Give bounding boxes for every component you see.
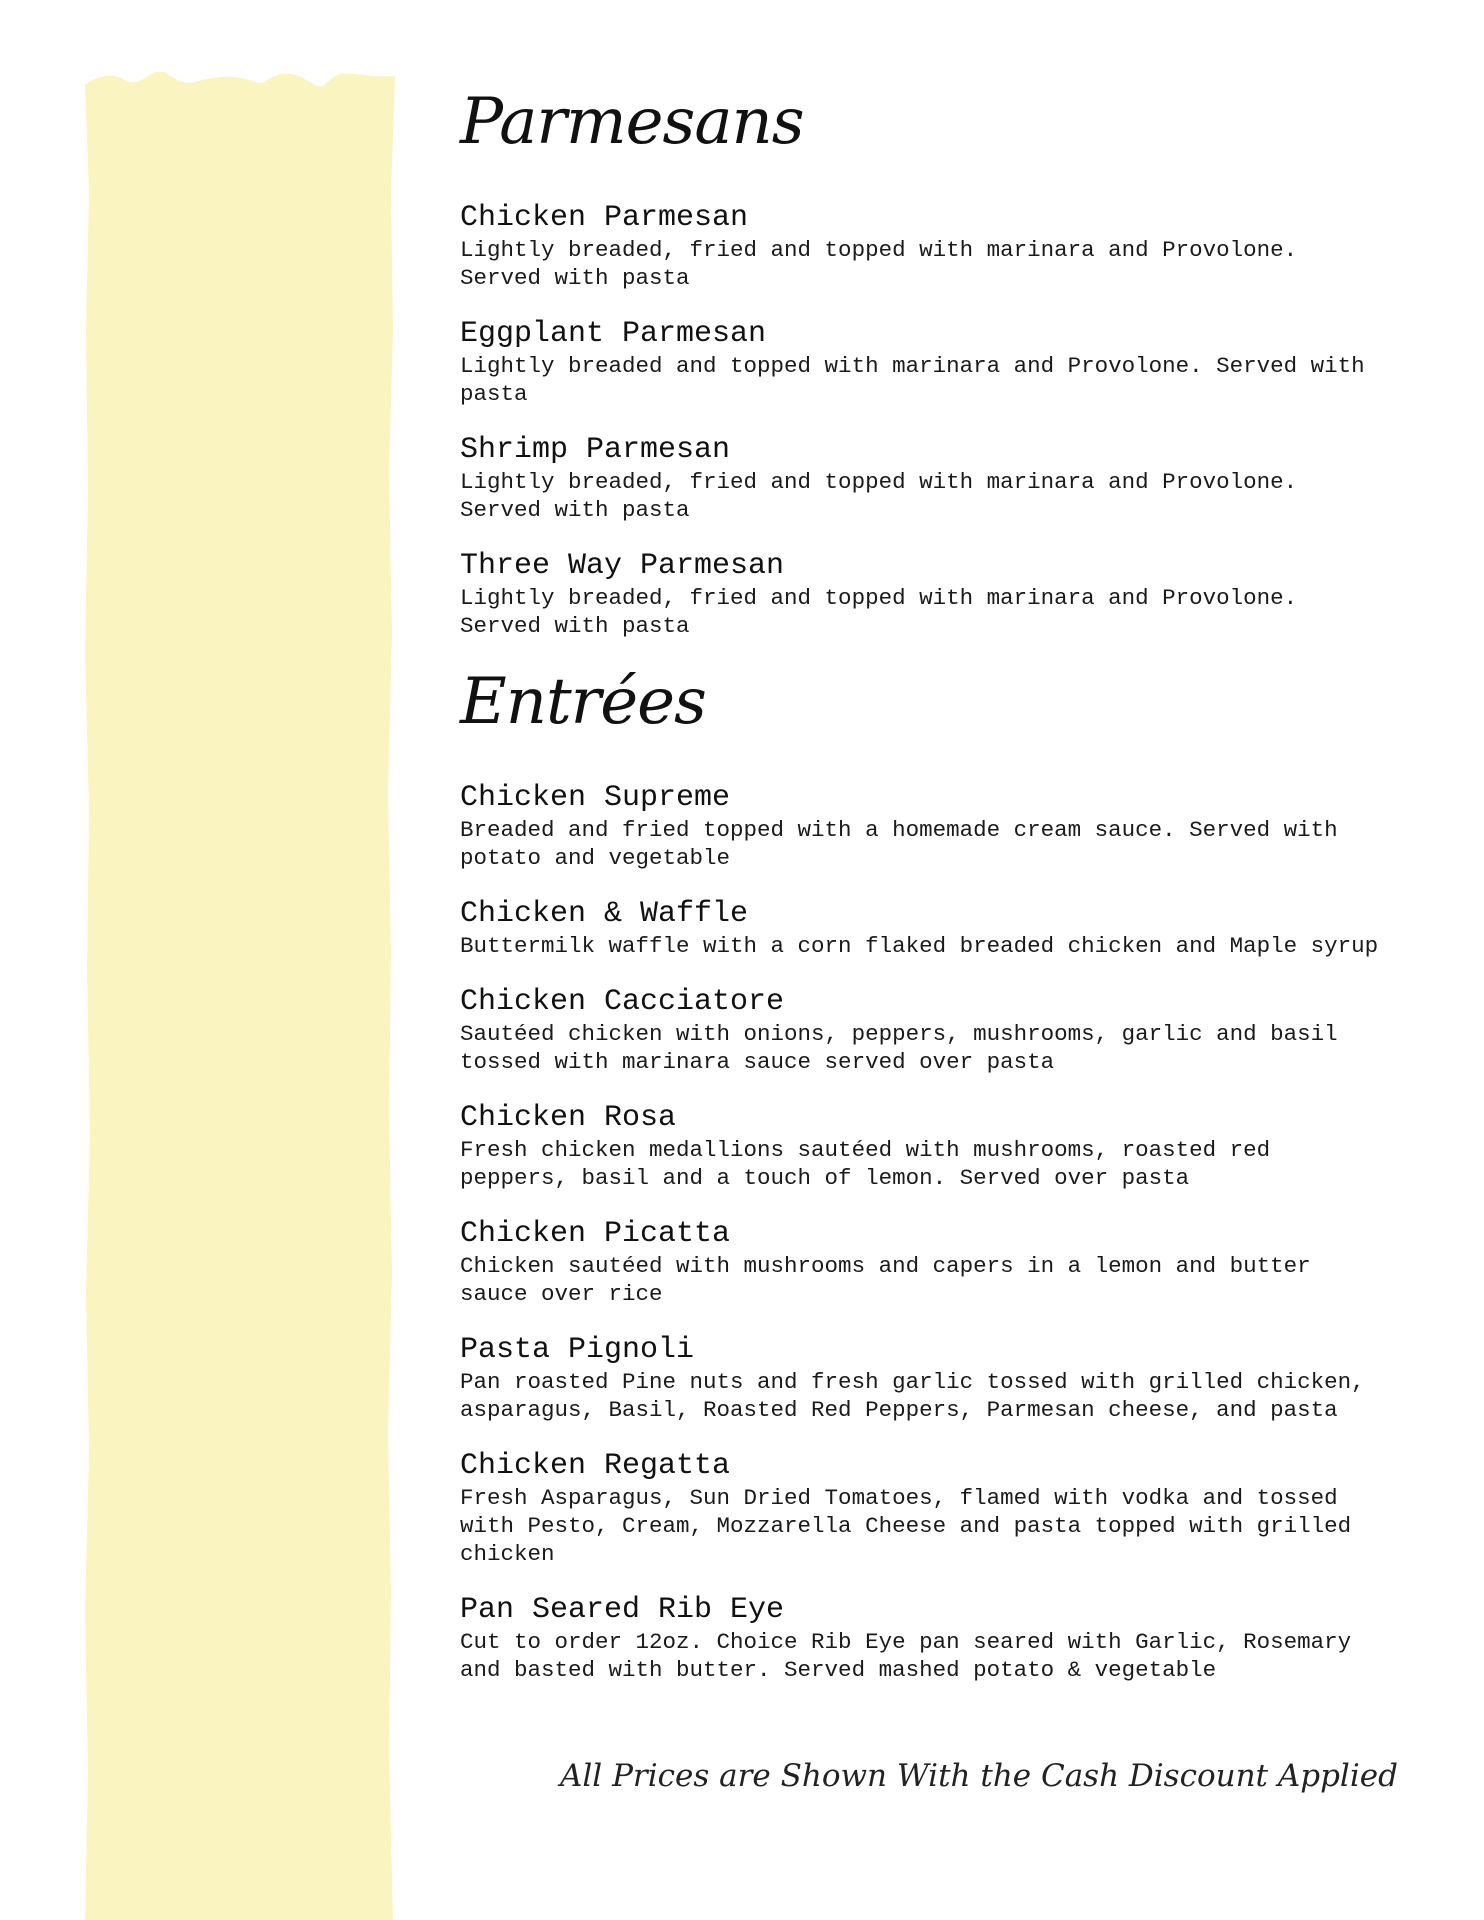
menu-item-description: Buttermilk waffle with a corn flaked breaded chicken and Maple syrup <box>460 933 1379 959</box>
menu-item-name: Eggplant Parmesan <box>460 317 767 351</box>
menu-item-name: Chicken Supreme <box>460 781 731 815</box>
menu-item <box>460 780 1380 872</box>
section-parmesans <box>460 85 1380 640</box>
decorative-paint-stripe <box>85 72 395 1920</box>
menu-item-description: Breaded and fried topped with a homemade cream sauce. Served with potato and vegetable <box>460 817 1338 871</box>
menu-item-name: Shrimp Parmesan <box>460 433 731 467</box>
menu-item <box>460 316 1380 408</box>
section-title: Entrées <box>460 665 706 739</box>
menu-item-name: Chicken Cacciatore <box>460 985 785 1019</box>
menu-item-description: Fresh Asparagus, Sun Dried Tomatoes, flamed with vodka and tossed with Pesto, Cream, Mozzarella Cheese and pasta topped with grilled chicken <box>460 1485 1352 1567</box>
menu-item <box>460 1592 1380 1684</box>
menu-content <box>460 85 1380 1708</box>
menu-item <box>460 984 1380 1076</box>
menu-item-name: Chicken Regatta <box>460 1449 731 1483</box>
menu-item-description: Sautéed chicken with onions, peppers, mushrooms, garlic and basil tossed with marinara sauce served over pasta <box>460 1021 1338 1075</box>
menu-item <box>460 1100 1380 1192</box>
menu-item-description: Lightly breaded, fried and topped with marinara and Provolone. Served with pasta <box>460 469 1298 523</box>
menu-item-name: Chicken Rosa <box>460 1101 677 1135</box>
menu-item <box>460 200 1380 292</box>
menu-item <box>460 1448 1380 1568</box>
menu-item <box>460 1332 1380 1424</box>
menu-item-description: Lightly breaded, fried and topped with marinara and Provolone. Served with pasta <box>460 237 1298 291</box>
menu-item-list <box>460 200 1380 640</box>
menu-item <box>460 896 1380 960</box>
menu-item-description: Fresh chicken medallions sautéed with mushrooms, roasted red peppers, basil and a touch of lemon. Served over pasta <box>460 1137 1271 1191</box>
menu-item-name: Pasta Pignoli <box>460 1333 695 1367</box>
menu-item-name: Three Way Parmesan <box>460 549 785 583</box>
menu-item-name: Chicken Parmesan <box>460 201 749 235</box>
menu-item-description: Pan roasted Pine nuts and fresh garlic tossed with grilled chicken, asparagus, Basil, Roasted Red Peppers, Parmesan cheese, and pasta <box>460 1369 1365 1423</box>
menu-item-description: Cut to order 12oz. Choice Rib Eye pan seared with Garlic, Rosemary and basted with butter. Served mashed potato & vegetable <box>460 1629 1352 1683</box>
menu-item <box>460 432 1380 524</box>
menu-item-description: Lightly breaded, fried and topped with marinara and Provolone. Served with pasta <box>460 585 1298 639</box>
menu-item-description: Chicken sautéed with mushrooms and capers in a lemon and butter sauce over rice <box>460 1253 1311 1307</box>
menu-item-description: Lightly breaded and topped with marinara and Provolone. Served with pasta <box>460 353 1365 407</box>
cash-discount-note: All Prices are Shown With the Cash Discount Applied <box>560 1758 1398 1794</box>
menu-item-name: Chicken & Waffle <box>460 897 749 931</box>
menu-item-list <box>460 780 1380 1684</box>
menu-item <box>460 548 1380 640</box>
menu-item-name: Chicken Picatta <box>460 1217 731 1251</box>
menu-item <box>460 1216 1380 1308</box>
menu-item-name: Pan Seared Rib Eye <box>460 1593 785 1627</box>
section-title: Parmesans <box>460 85 804 159</box>
section-entrees <box>460 665 1380 1684</box>
